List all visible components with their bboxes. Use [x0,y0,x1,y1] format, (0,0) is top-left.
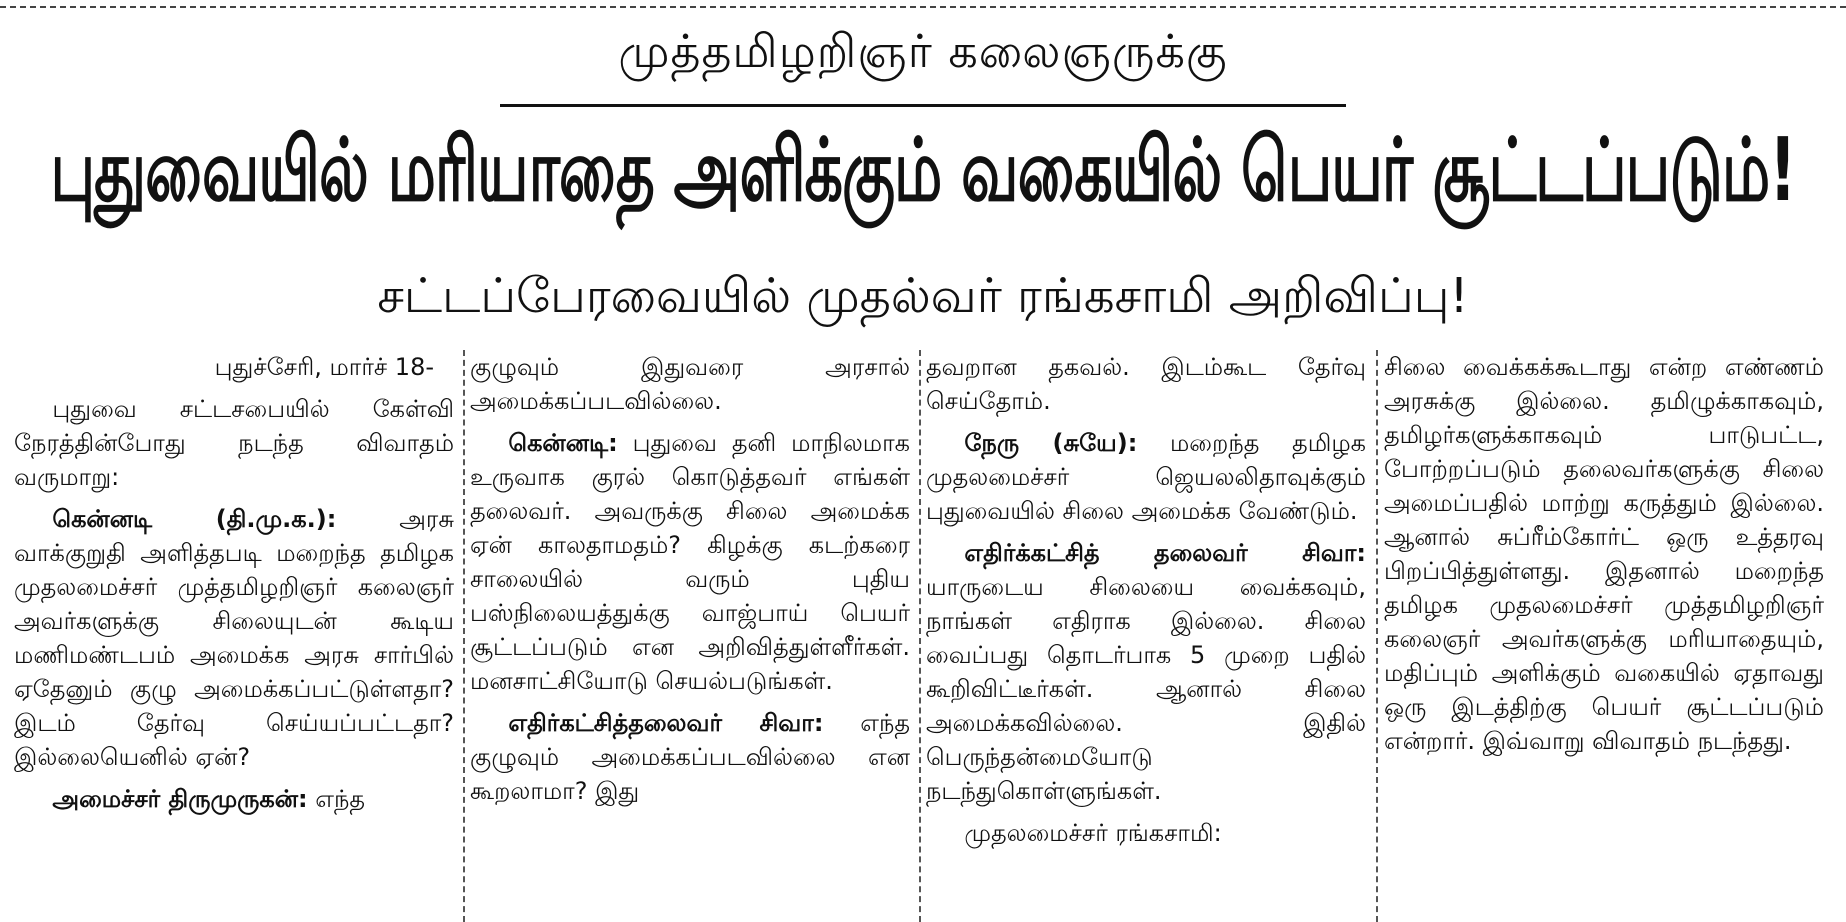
article-column-4 [1384,350,1824,922]
column-divider [1376,350,1378,922]
column-divider [919,350,921,922]
speaker-name: முதலமைச்சர் ரங்கசாமி: [964,819,1222,847]
speech-text: யாருடைய சிலையை வைக்கவும், நாங்கள் எதிராக இல்லை. சிலை வைப்பது தொடர்பாக 5 முறை பதில் கூறிவிட்டீர்கள். ஆனால் சிலை அமைக்கவில்லை. இதில் பெருந்தன்மையோடு நடந்துகொள்ளுங்கள். [926,573,1366,805]
dateline: புதுச்சேரி, மார்ச் 18- [214,353,434,381]
speaker-name: அமைச்சர் திருமுருகன்: [52,785,308,813]
article-column-3 [926,350,1366,922]
article-column-2 [470,350,910,922]
kicker-heading: முத்தமிழறிஞர் கலைஞருக்கு [618,24,1228,78]
speech-paragraph [470,426,910,698]
main-headline: புதுவையில் மரியாதை அளிக்கும் வகையில் பெயர் சூட்டப்படும்! [50,120,1796,222]
speaker-name: கென்னடி (தி.மு.க.): [52,505,337,533]
speech-text: புதுவை தனி மாநிலமாக உருவாக குரல் கொடுத்தவர் எங்கள் தலைவர். அவருக்கு சிலை அமைக்க ஏன் காலதாமதம்? கிழக்கு கடற்கரை சாலையில் வரும் புதிய பஸ்நிலையத்துக்கு வாஜ்பாய் பெயர் சூட்டப்படும் என அறிவித்துள்ளீர்கள். மனசாட்சியோடு செயல்படுங்கள். [470,429,910,695]
speech-text: எந்த [315,785,365,813]
speaker-name: எதிர்க்கட்சித் தலைவர் சிவா: [964,539,1366,567]
speech-text: எந்த குழுவும் அமைக்கப்படவில்லை என கூறலாமா? இது [470,709,910,805]
speech-paragraph [926,816,1366,850]
speaker-name: கென்னடி: [508,429,618,457]
speech-text: மறைந்த தமிழக முதலமைச்சர் ஜெயலலிதாவுக்கும் புதுவையில் சிலை அமைக்க வேண்டும். [926,429,1366,525]
speech-paragraph [470,706,910,808]
speaker-name: எதிர்கட்சித்தலைவர் சிவா: [508,709,824,737]
paragraph: குழுவும் இதுவரை அரசால் அமைக்கப்படவில்லை. [470,353,910,415]
speech-text: அரசு வாக்குறுதி அளித்தபடி மறைந்த தமிழக முதலமைச்சர் முத்தமிழறிஞர் கலைஞர் அவர்களுக்கு சிலையுடன் கூடிய மணிமண்டபம் அமைக்க அரசு சார்பில் ஏதேனும் குழு அமைக்கப்பட்டுள்ளதா? இடம் தேர்வு செய்யப்பட்டதா? இல்லையெனில் ஏன்? [14,505,454,771]
article-column-1 [14,350,454,922]
speech-paragraph [14,782,454,816]
speech-paragraph [926,536,1366,808]
column-divider [463,350,465,922]
paragraph: தவறான தகவல். இடம்கூட தேர்வு செய்தோம். [926,353,1366,415]
speaker-name: நேரு (சுயே): [964,429,1138,457]
speech-paragraph [14,502,454,774]
paragraph: சிலை வைக்கக்கூடாது என்ற எண்ணம் அரசுக்கு இல்லை. தமிழுக்காகவும், தமிழர்களுக்காகவும் பாடுபட்ட, போற்றப்படும் தலைவர்களுக்கு சிலை அமைப்பதில் மாற்று கருத்தும் இல்லை. ஆனால் சுப்ரீம்கோர்ட் ஒரு உத்தரவு பிறப்பித்துள்ளது. இதனால் மறைந்த தமிழக முதலமைச்சர் முத்தமிழறிஞர் கலைஞர் அவர்களுக்கு மரியாதையும், மதிப்பும் அளிக்கும் வகையில் ஏதாவது ஒரு இடத்திற்கு பெயர் சூட்டப்படும் என்றார். இவ்வாறு விவாதம் நடந்தது. [1384,353,1824,755]
sub-headline: சட்டப்பேரவையில் முதல்வர் ரங்கசாமி அறிவிப்பு! [377,268,1469,324]
kicker-underline [500,104,1346,107]
article-columns [0,350,1846,922]
speech-paragraph [926,426,1366,528]
top-dashed-border [0,6,1846,8]
intro-paragraph: புதுவை சட்டசபையில் கேள்வி நேரத்தின்போது நடந்த விவாதம் வருமாறு: [14,395,454,491]
